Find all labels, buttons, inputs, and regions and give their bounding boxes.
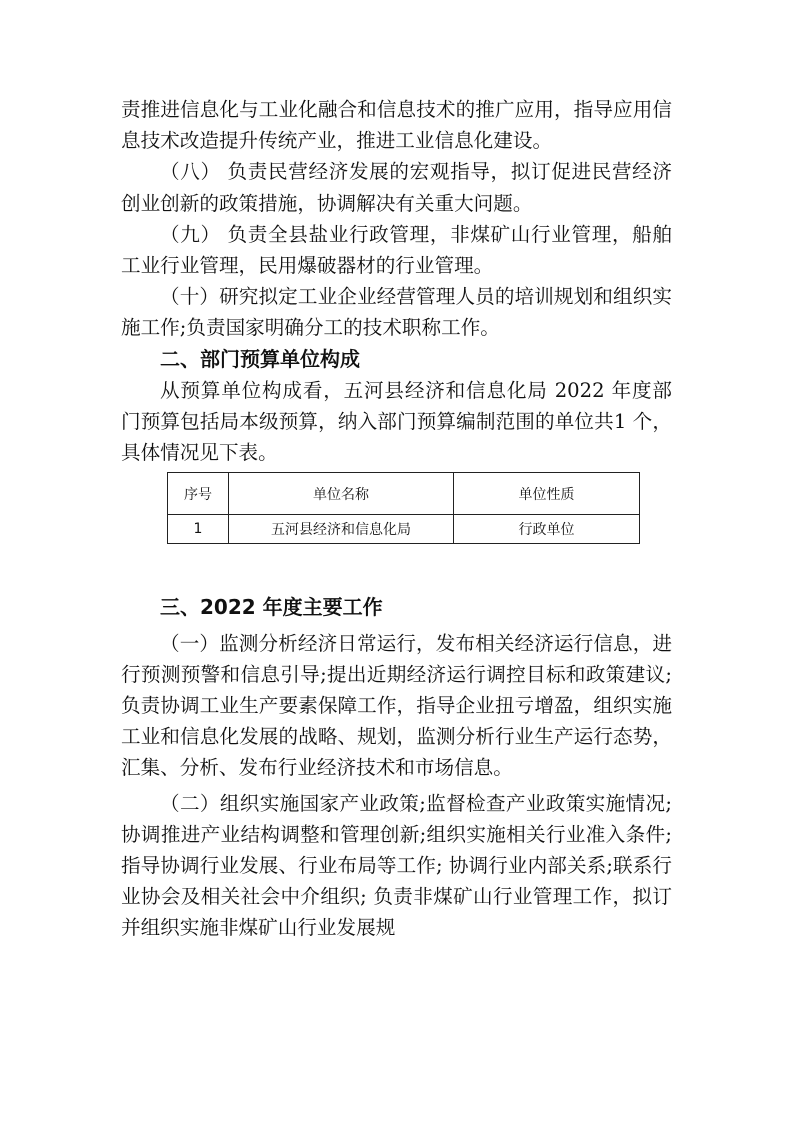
section-heading-budget-units: 二、部门预算单位构成	[160, 346, 360, 371]
paragraph-item-ten: （十）研究拟定工业企业经营管理人员的培训规划和组织实施工作;负责国家明确分工的技术职称工作。	[121, 285, 672, 340]
table-cell: 行政单位	[454, 515, 640, 544]
table-cell: 1	[168, 515, 229, 544]
table-cell: 五河县经济和信息化局	[229, 515, 454, 544]
table-row	[168, 515, 640, 544]
table-header-cell: 单位名称	[229, 473, 454, 515]
table-header-cell: 单位性质	[454, 473, 640, 515]
paragraph-work-item-two: （二）组织实施国家产业政策;监督检查产业政策实施情况;协调推进产业结构调整和管理创新;组织实施相关行业准入条件; 指导协调行业发展、行业布局等工作; 协调行业内部关系;联系行业协会及相关社会中介组织; 负责非煤矿山行业管理工作，拟订并组织实施非煤矿山行业发展规	[121, 791, 672, 940]
spacer	[121, 544, 672, 592]
paragraph-budget-units-intro: 从预算单位构成看，五河县经济和信息化局 2022 年度部门预算包括局本级预算，纳入部门预算编制范围的单位共1 个，具体情况见下表。	[121, 378, 672, 465]
section-heading-main-work: 三、2022 年度主要工作	[160, 595, 383, 620]
table-header-row	[168, 473, 640, 515]
paragraph-work-item-one: （一）监测分析经济日常运行，发布相关经济运行信息，进行预测预警和信息引导;提出近期经济运行调控目标和政策建议;负责协调工业生产要素保障工作，指导企业扭亏增盈，组织实施工业和信息化发展的战略、规划，监测分析行业生产运行态势，汇集、分析、发布行业经济技术和市场信息。	[121, 631, 672, 780]
paragraph-item-nine: （九） 负责全县盐业行政管理，非煤矿山行业管理，船舶工业行业管理，民用爆破器材的行业管理。	[121, 222, 672, 278]
document-body	[121, 94, 672, 944]
budget-units-table	[167, 472, 640, 544]
paragraph-item-eight: （八） 负责民营经济发展的宏观指导，拟订促进民营经济创业创新的政策措施，协调解决有关重大问题。	[121, 160, 672, 215]
paragraph-continued: 责推进信息化与工业化融合和信息技术的推广应用，指导应用信息技术改造提升传统产业，推进工业信息化建设。	[121, 98, 672, 153]
table-header-cell: 序号	[168, 473, 229, 515]
